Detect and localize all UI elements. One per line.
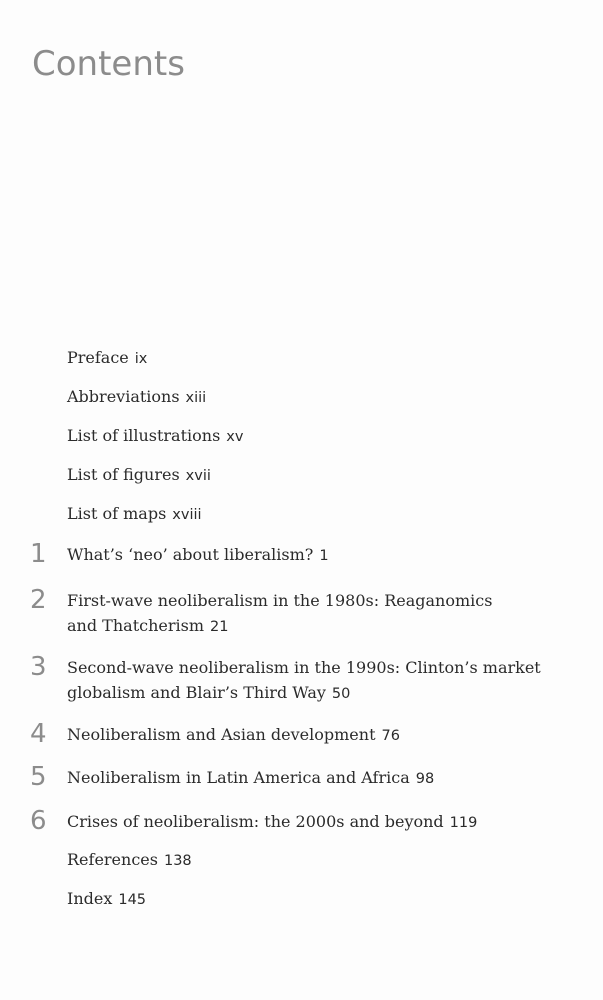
chapter-title-line-1: Second-wave neoliberalism in the 1990s: Clinton’s market (67, 658, 541, 677)
toc-page-number: 1 (319, 548, 329, 564)
toc-entry-text (67, 765, 587, 792)
toc-page-number: 21 (210, 619, 229, 635)
chapter-number: 1 (30, 539, 47, 569)
toc-page-number: xvii (185, 468, 211, 484)
toc-page-number: 138 (163, 853, 192, 869)
toc-entry-text (67, 809, 587, 836)
toc-entry-text (67, 462, 587, 489)
toc-entry-text (67, 501, 587, 528)
toc-entry-text (67, 384, 587, 411)
toc-page-number: xviii (172, 507, 202, 523)
toc-entry-text (67, 345, 587, 372)
toc-entry-text (67, 542, 587, 569)
chapter-title-line-2: globalism and Blair’s Third Way (67, 683, 326, 702)
page-title: Contents (32, 44, 185, 84)
toc-entry-label: List of figures (67, 465, 180, 484)
chapter-title-line-2: and Thatcherism (67, 616, 204, 635)
chapter-title: Neoliberalism in Latin America and Africa (67, 768, 410, 787)
chapter-title: What’s ‘neo’ about liberalism? (67, 545, 314, 564)
toc-page-number: 98 (415, 771, 435, 787)
toc-entry-text (67, 588, 587, 640)
toc-page-number: xv (226, 429, 244, 445)
toc-page-number: 119 (449, 815, 478, 831)
toc-page-number: 50 (331, 686, 351, 702)
chapter-title-line-1: First-wave neoliberalism in the 1980s: Reaganomics (67, 591, 493, 610)
toc-entry-text (67, 655, 587, 707)
chapter-number: 6 (30, 806, 47, 836)
toc-entry-label: Abbreviations (67, 387, 180, 406)
chapter-title: Crises of neoliberalism: the 2000s and beyond (67, 812, 444, 831)
toc-entry-text (67, 722, 587, 749)
toc-entry-label: Index (67, 889, 113, 908)
toc-entry-label: References (67, 850, 158, 869)
toc-entry-label: Preface (67, 348, 129, 367)
chapter-number: 3 (30, 652, 47, 682)
chapter-number: 5 (30, 762, 47, 792)
chapter-number: 2 (30, 585, 47, 615)
toc-page-number: ix (134, 351, 148, 367)
toc-entry-text (67, 847, 587, 874)
toc-entry-text (67, 423, 587, 450)
toc-page-number: xiii (185, 390, 207, 406)
chapter-number: 4 (30, 719, 47, 749)
toc-page-number: 76 (381, 728, 400, 744)
chapter-title: Neoliberalism and Asian development (67, 725, 376, 744)
toc-page-number: 145 (118, 892, 147, 908)
toc-entry-text (67, 886, 587, 913)
toc-entry-label: List of illustrations (67, 426, 221, 445)
toc-entry-label: List of maps (67, 504, 167, 523)
